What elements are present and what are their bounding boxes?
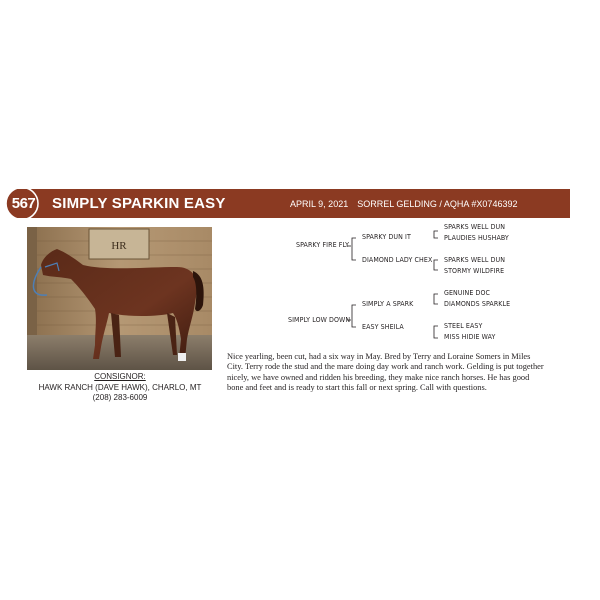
sign-text: HR: [111, 240, 127, 252]
pedigree-g7: STEEL EASY: [444, 322, 483, 330]
foal-date: APRIL 9, 2021: [290, 199, 349, 209]
pedigree-g1: SPARKS WELL DUN: [444, 223, 506, 231]
lot-number: 567: [11, 195, 36, 212]
pedigree-sire-dam: DIAMOND LADY CHEX: [362, 256, 433, 264]
pedigree-g2: PLAUDIES HUSHABY: [444, 234, 509, 242]
sex-color-registration: SORREL GELDING / AQHA #X0746392: [357, 199, 518, 209]
pedigree-sire: SPARKY FIRE FLY: [296, 241, 350, 249]
consignor-label: CONSIGNOR:: [94, 372, 146, 381]
pedigree-g6: DIAMONDS SPARKLE: [444, 300, 511, 308]
pedigree-g5: GENUINE DOC: [444, 289, 491, 297]
pedigree-dam-sire: SIMPLY A SPARK: [362, 300, 414, 308]
lot-description: Nice yearling, been cut, had a six way in May. Bred by Terry and Loraine Somers in Miles City. Terry rode the stud and the mare doing day work and ranch work. Gelding is put together nicely, we have owned and ridden his breeding, they make nice ranch horses. He has good bone and feet and is ready to start this fall or next spring. Call with questions.: [227, 352, 544, 393]
pedigree-sire-sire: SPARKY DUN IT: [362, 233, 411, 241]
pedigree-g8: MISS HIDIE WAY: [444, 333, 496, 341]
pedigree-dam-dam: EASY SHEILA: [362, 323, 404, 331]
consignor-name: HAWK RANCH (DAVE HAWK), CHARLO, MT: [38, 382, 202, 392]
pedigree-dam: SIMPLY LOW DOWN: [288, 316, 351, 324]
consignor-phone: (208) 283-6009: [92, 393, 148, 402]
pedigree-g3: SPARKS WELL DUN: [444, 256, 506, 264]
pedigree-g4: STORMY WILDFIRE: [444, 267, 505, 275]
horse-name: SIMPLY SPARKIN EASY: [52, 195, 226, 212]
